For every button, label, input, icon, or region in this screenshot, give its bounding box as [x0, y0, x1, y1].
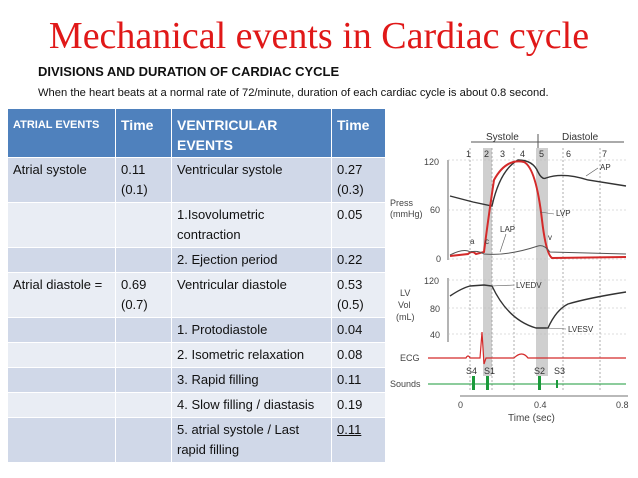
ventricular-event-cell: 1.Isovolumetric contraction [172, 203, 332, 248]
pressure-axis-label: Press [390, 198, 414, 208]
volume-axis-label: LV [400, 288, 411, 298]
wiggers-diagram [388, 120, 638, 430]
time-axis-label: Time (sec) [508, 413, 555, 424]
table-row [8, 158, 386, 203]
ventricular-event-cell: Ventricular systole [172, 158, 332, 203]
atrial-time-cell [116, 343, 172, 368]
ecg-trace [428, 332, 626, 364]
ap-label: AP [600, 163, 611, 172]
header-ventricular-events: VENTRICULAR EVENTS [172, 109, 332, 158]
ventricular-event-cell: 2. Isometric relaxation [172, 343, 332, 368]
atrial-time-cell [116, 393, 172, 418]
c-wave-label: c [485, 237, 489, 246]
lvedv-label: LVEDV [516, 281, 542, 290]
atrial-event-cell [8, 418, 116, 463]
atrial-event-cell [8, 393, 116, 418]
phase-number: 2 [484, 149, 490, 159]
atrial-time-cell [116, 248, 172, 273]
ventricular-event-cell: 5. atrial systole / Last rapid filling [172, 418, 332, 463]
ventricular-event-cell: 4. Slow filling / diastasis [172, 393, 332, 418]
ventricular-time-cell: 0.53 (0.5) [332, 273, 386, 318]
phase-number: 7 [602, 149, 608, 159]
atrial-event-cell [8, 343, 116, 368]
table-row [8, 368, 386, 393]
section-subtitle: DIVISIONS AND DURATION OF CARDIAC CYCLE [38, 64, 340, 79]
cardiac-cycle-table [7, 108, 386, 463]
atrial-event-cell [8, 318, 116, 343]
ventricular-time-cell: 0.27 (0.3) [332, 158, 386, 203]
ventricular-time-cell: 0.04 [332, 318, 386, 343]
table-row [8, 248, 386, 273]
time-tick: 0.8 [616, 400, 629, 410]
atrial-time-cell [116, 203, 172, 248]
volume-tick: 120 [424, 276, 440, 286]
phase-number: 3 [500, 149, 506, 159]
lvp-label: LVP [556, 209, 571, 218]
phase-number: 4 [520, 149, 526, 159]
atrial-event-cell: Atrial diastole = [8, 273, 116, 318]
table-row [8, 418, 386, 463]
page-title: Mechanical events in Cardiac cycle [48, 15, 590, 57]
atrial-time-cell [116, 318, 172, 343]
lvesv-label: LVESV [568, 325, 594, 334]
ventricular-time-cell: 0.08 [332, 343, 386, 368]
table-row [8, 318, 386, 343]
table-row [8, 343, 386, 368]
ventricular-time-cell: 0.22 [332, 248, 386, 273]
phase-number: 6 [566, 149, 572, 159]
lap-label: LAP [500, 225, 516, 234]
ventricular-time-cell: 0.11 [332, 418, 386, 463]
pressure-axis-unit: (mmHg) [390, 209, 423, 219]
systole-label: Systole [486, 132, 519, 143]
s1-marker [486, 376, 489, 390]
ventricular-event-cell: 3. Rapid filling [172, 368, 332, 393]
atrial-event-cell [8, 248, 116, 273]
s2-marker [538, 376, 541, 390]
atrial-time-cell: 0.69 (0.7) [116, 273, 172, 318]
volume-tick: 80 [430, 304, 441, 314]
ap-leader [586, 168, 598, 176]
pressure-tick: 60 [430, 205, 441, 215]
ventricular-event-cell: 2. Ejection period [172, 248, 332, 273]
atrial-time-cell [116, 368, 172, 393]
atrial-event-cell: Atrial systole [8, 158, 116, 203]
s3-label: S3 [554, 366, 566, 376]
volume-axis-unit: (mL) [396, 312, 415, 322]
table-header-row [8, 109, 386, 158]
ventricular-event-cell: Ventricular diastole [172, 273, 332, 318]
isovolumetric-contraction-band [483, 148, 492, 376]
time-tick: 0 [458, 400, 464, 410]
atrial-time-cell: 0.11 (0.1) [116, 158, 172, 203]
ventricular-time-cell: 0.19 [332, 393, 386, 418]
volume-tick: 40 [430, 330, 441, 340]
v-wave-label: v [548, 233, 552, 242]
description-text: When the heart beats at a normal rate of 72/minute, duration of each cardiac cycle is about 0.8 second. [38, 87, 549, 99]
header-atrial-events: ATRIAL EVENTS [8, 109, 116, 158]
s3-marker [556, 380, 558, 388]
a-wave-label: a [470, 237, 475, 246]
sounds-label: Sounds [390, 379, 421, 389]
diastole-label: Diastole [562, 132, 599, 143]
pressure-tick: 120 [424, 157, 440, 167]
ventricular-time-cell: 0.11 [332, 368, 386, 393]
phase-number: 1 [466, 149, 472, 159]
table-row [8, 393, 386, 418]
atrial-event-cell [8, 203, 116, 248]
s1-label: S1 [484, 366, 496, 376]
header-atrial-time: Time [116, 109, 172, 158]
time-tick: 0.4 [534, 400, 547, 410]
phase-number: 5 [539, 149, 545, 159]
lap-leader [500, 234, 506, 252]
s2-label: S2 [534, 366, 546, 376]
isovolumetric-relaxation-band [536, 148, 548, 376]
s4-label: S4 [466, 366, 478, 376]
table-row [8, 203, 386, 248]
ventricular-time-cell: 0.05 [332, 203, 386, 248]
pressure-tick: 0 [436, 254, 442, 264]
table-row [8, 273, 386, 318]
ecg-label: ECG [400, 353, 420, 363]
volume-axis-label: Vol [398, 300, 411, 310]
atrial-time-cell [116, 418, 172, 463]
atrial-event-cell [8, 368, 116, 393]
ventricular-event-cell: 1. Protodiastole [172, 318, 332, 343]
header-ventricular-time: Time [332, 109, 386, 158]
lvedv-leader [492, 285, 514, 286]
s4-marker [472, 376, 475, 390]
